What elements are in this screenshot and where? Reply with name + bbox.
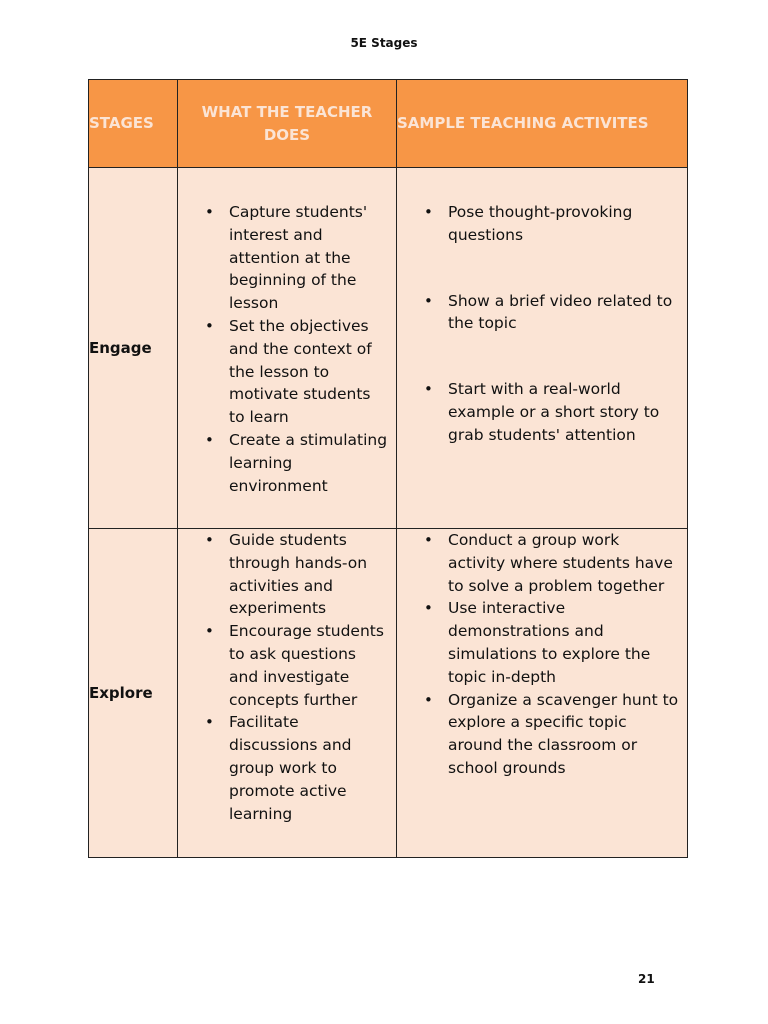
page-number: 21 [638, 972, 655, 986]
engage-activities-list [397, 201, 687, 447]
table-row-engage [89, 168, 688, 529]
list-item: • Set the objectives and the context of the lesson to motivate students to learn [178, 315, 396, 429]
list-item: • Organize a scavenger hunt to explore a specific topic around the classroom or school grounds [397, 689, 687, 780]
list-item: • Show a brief video related to the topic [397, 290, 687, 336]
engage-teacher-list [178, 201, 396, 497]
list-item: • Capture students' interest and attention at the beginning of the lesson [178, 201, 396, 315]
page-title: 5E Stages [350, 36, 418, 50]
list-item: • Conduct a group work activity where students have to solve a problem together [397, 529, 687, 597]
engage-activities-cell [397, 168, 688, 529]
explore-teacher-cell [178, 529, 397, 858]
explore-activities-cell [397, 529, 688, 858]
list-item: • Use interactive demonstrations and simulations to explore the topic in-depth [397, 597, 687, 688]
stages-table [88, 79, 688, 858]
stage-label-explore: Explore [89, 529, 178, 858]
engage-teacher-cell [178, 168, 397, 529]
list-item: • Encourage students to ask questions and investigate concepts further [178, 620, 396, 711]
column-header-teacher: WHAT THE TEACHER DOES [178, 80, 397, 168]
column-header-stages: STAGES [89, 80, 178, 168]
list-item: • Start with a real-world example or a short story to grab students' attention [397, 378, 687, 446]
list-item: • Facilitate discussions and group work to promote active learning [178, 711, 396, 825]
explore-teacher-list [178, 529, 396, 825]
list-item: • Pose thought-provoking questions [397, 201, 687, 247]
list-item: • Guide students through hands-on activities and experiments [178, 529, 396, 620]
explore-activities-list [397, 529, 687, 780]
stage-label-engage: Engage [89, 168, 178, 529]
table-row-explore [89, 529, 688, 858]
table-header-row [89, 80, 688, 168]
list-item: • Create a stimulating learning environment [178, 429, 396, 497]
column-header-activities: SAMPLE TEACHING ACTIVITES [397, 80, 688, 168]
